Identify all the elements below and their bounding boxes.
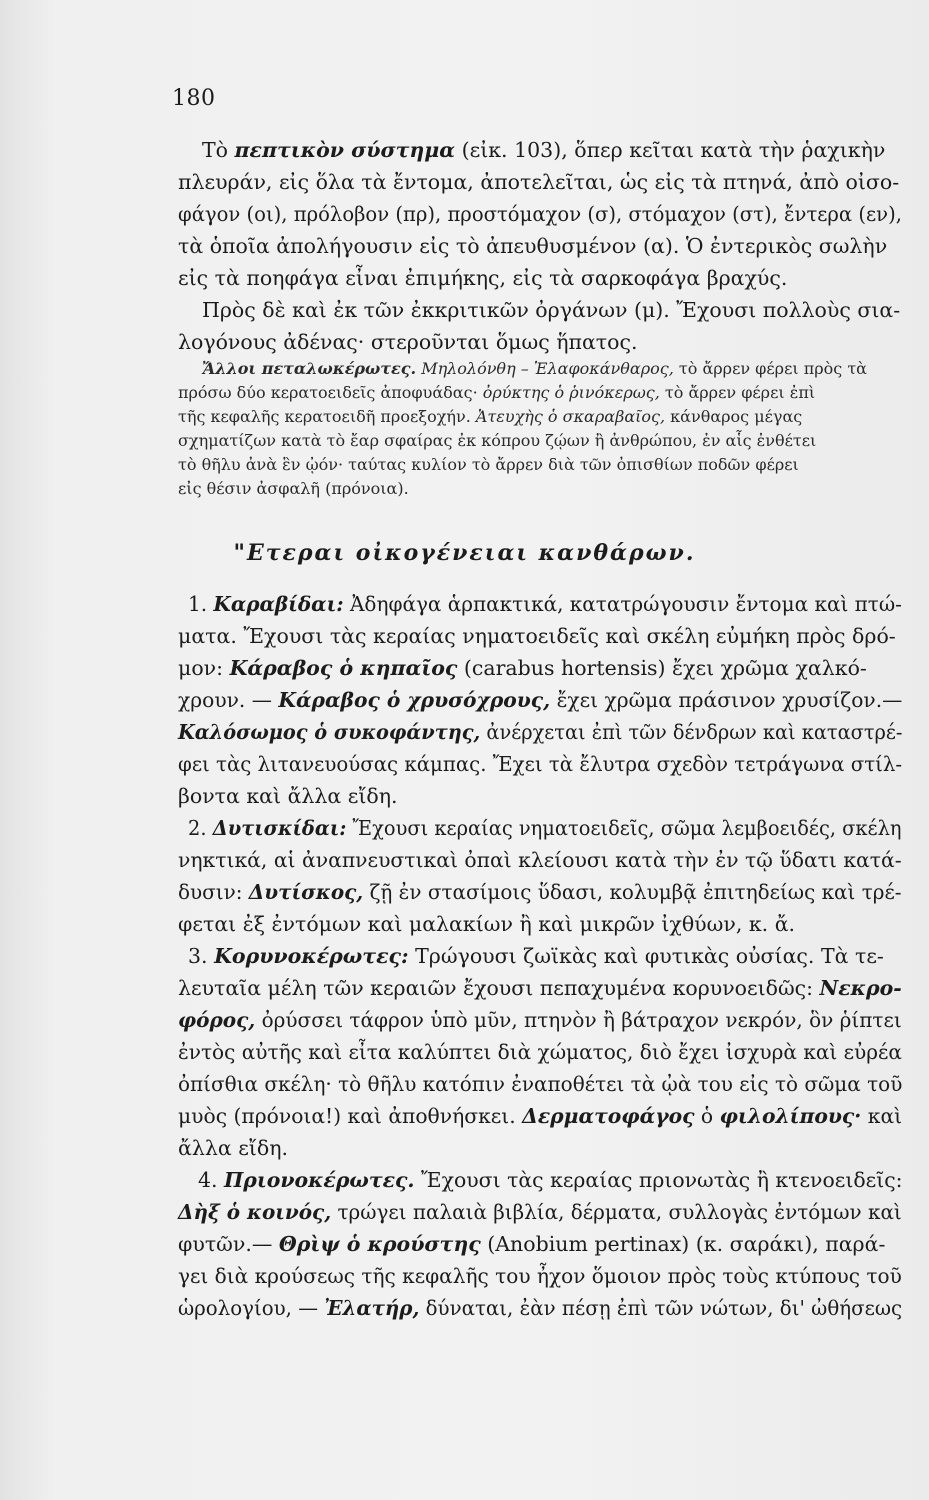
- text-line: [178, 1038, 902, 1066]
- text-line: [202, 296, 900, 324]
- text-run: ἄλλα εἴδη.: [178, 1136, 288, 1160]
- text-run: τὰ ὁποῖα ἀπολήγουσιν εἰς τὸ ἀπευθυσμένον (α). Ὁ ἐντερικὸς σωλὴν: [178, 234, 888, 258]
- emphasis-run: Δυτίσκος,: [248, 880, 364, 904]
- text-line: [178, 1102, 902, 1130]
- text-run: ὁ: [694, 1104, 720, 1128]
- emphasis-run: Νεκρο-: [819, 976, 902, 1000]
- text-run: χρουν. —: [178, 688, 279, 712]
- text-run: 1.: [188, 592, 214, 616]
- text-run: γει διὰ κρούσεως τῆς κεφαλῆς του ἦχον ὅμοιον πρὸς τοὺς κτύπους τοῦ: [178, 1264, 902, 1288]
- text-line: [178, 406, 802, 428]
- text-line: [202, 136, 885, 164]
- text-run: ὀπίσθια σκέλη· τὸ θῆλυ κατόπιν ἐναποθέτει τὰ ᾠὰ του εἰς τὸ σῶμα τοῦ: [178, 1072, 903, 1096]
- text-run: ζῇ ἐν στασίμοις ὕδασι, κολυμβᾷ ἐπιτηδείως καὶ τρέ-: [363, 880, 902, 904]
- text-line: [178, 1070, 902, 1098]
- text-line: [178, 782, 398, 810]
- text-run: 2.: [188, 816, 213, 840]
- text-line: [178, 200, 902, 228]
- emphasis-run: φόρος,: [178, 1008, 256, 1032]
- text-run: δυσιν:: [178, 880, 249, 904]
- text-run: (carabus hortensis) ἔχει χρῶμα χαλκό-: [457, 656, 867, 680]
- emphasis-run: Πριονοκέρωτες.: [223, 1168, 415, 1192]
- text-run: τῆς κεφαλῆς κερατοειδῆ προεξοχήν.: [178, 407, 476, 426]
- text-run: τρώγει παλαιὰ βιβλία, δέρματα, συλλογὰς ἐντόμων καὶ: [331, 1200, 902, 1224]
- text-line: [178, 1262, 902, 1290]
- text-line: [178, 430, 816, 452]
- text-line: [178, 910, 795, 938]
- emphasis-run: Κάραβος ὁ κηπαῖος: [229, 656, 458, 680]
- text-line: [178, 1006, 902, 1034]
- text-line: [178, 1198, 902, 1226]
- text-line: [202, 358, 867, 380]
- text-run: καὶ: [861, 1104, 903, 1128]
- text-run: νηκτικά, αἱ ἀναπνευστικαὶ ὀπαὶ κλείουσι κατὰ τὴν ἐν τῷ ὕδατι κατά-: [178, 848, 902, 872]
- text-run: 4.: [198, 1168, 224, 1192]
- text-run: σχηματίζων κατὰ τὸ ἔαρ σφαίρας ἐκ κόπρου ζῴων ἢ ἀνθρώπου, ἐν αἷς ἐνθέτει: [178, 431, 817, 450]
- text-run: τὸ ἄρρεν φέρει ἐπὶ: [659, 383, 816, 402]
- emphasis-run: ὀρύκτης ὁ ῥινόκερως,: [482, 383, 660, 402]
- text-line: [188, 590, 902, 618]
- text-run: ὡρολογίου, —: [178, 1296, 325, 1320]
- emphasis-run: Ἄλλοι πεταλωκέρωτες.: [202, 359, 417, 378]
- text-run: ἀνέρχεται ἐπὶ τῶν δένδρων καὶ καταστρέ-: [480, 720, 903, 744]
- text-line: [188, 814, 902, 842]
- text-line: [178, 718, 902, 746]
- text-run: (εἰκ. 103), ὅπερ κεῖται κατὰ τὴν ῥαχικὴν: [455, 138, 886, 162]
- text-line: [178, 264, 787, 292]
- text-line: [178, 168, 899, 196]
- text-run: ὀρύσσει τάφρον ὑπὸ μῦν, πτηνὸν ἢ βάτραχον νεκρόν, ὃν ῥίπτει: [255, 1008, 902, 1032]
- text-run: Τρώγουσι ζωϊκὰς καὶ φυτικὰς οὐσίας. Τὰ τε-: [408, 944, 884, 968]
- text-run: μον:: [178, 656, 230, 680]
- emphasis-run: Δὴξ ὁ κοινός,: [178, 1200, 332, 1224]
- text-run: πλευράν, εἰς ὅλα τὰ ἔντομα, ἀποτελεῖται, ὡς εἰς τὰ πτηνά, ἀπὸ οἰσο-: [178, 170, 900, 194]
- text-line: [178, 478, 409, 500]
- text-run: εἰς τὰ ποηφάγα εἶναι ἐπιμήκης, εἰς τὰ σαρκοφάγα βραχύς.: [178, 266, 788, 290]
- text-line: [178, 1134, 288, 1162]
- text-line: [178, 654, 867, 682]
- text-run: εἰς θέσιν ἀσφαλῆ (πρόνοια).: [178, 479, 409, 498]
- text-line: [178, 878, 902, 906]
- text-line: [198, 1166, 903, 1194]
- text-line: [178, 974, 902, 1002]
- emphasis-run: Ἐλατήρ,: [324, 1296, 420, 1320]
- text-run: Ἀδηφάγα ἁρπακτικά, κατατρώγουσιν ἔντομα καὶ πτώ-: [343, 592, 902, 616]
- text-run: πρόσω δύο κερατοειδεῖς ἀποφυάδας·: [178, 383, 483, 402]
- text-line: [178, 1230, 885, 1258]
- text-line: [178, 328, 638, 356]
- text-run: ματα. Ἔχουσι τὰς κεραίας νηματοειδεῖς καὶ σκέλη εὐμήκη πρὸς δρό-: [178, 624, 896, 648]
- emphasis-run: Μηλολόνθη – Ἐλαφοκάνθαρος,: [421, 359, 674, 378]
- emphasis-run: φιλολίπους·: [719, 1104, 862, 1128]
- text-line: [178, 622, 896, 650]
- text-run: ἐντὸς αὐτῆς καὶ εἶτα καλύπτει διὰ χώματος, διὸ ἔχει ἰσχυρὰ καὶ εὐρέα: [178, 1040, 902, 1064]
- emphasis-run: πεπτικὸν σύστημα: [234, 138, 456, 162]
- text-line: [178, 454, 799, 476]
- emphasis-run: Δυτισκίδαι:: [212, 816, 347, 840]
- text-run: (Anobium pertinax) (κ. σαράκι), παρά-: [480, 1232, 886, 1256]
- text-line: [178, 382, 815, 404]
- text-line: [178, 846, 902, 874]
- text-run: τὸ θῆλυ ἀνὰ ἓν ᾠόν· ταύτας κυλίον τὸ ἄρρεν διὰ τῶν ὀπισθίων ποδῶν φέρει: [178, 455, 799, 474]
- text-run: λογόνους ἀδένας· στεροῦνται ὅμως ἥπατος.: [178, 330, 638, 354]
- emphasis-run: Κορυνοκέρωτες:: [214, 944, 409, 968]
- page-number: 180: [172, 86, 216, 111]
- emphasis-run: Καραβίδαι:: [213, 592, 344, 616]
- text-run: Ἔχουσι τὰς κεραίας πριονωτὰς ἢ κτενοειδεῖς:: [414, 1168, 903, 1192]
- text-line: [178, 686, 902, 714]
- text-line: [178, 750, 902, 778]
- text-line: [178, 1294, 902, 1322]
- text-run: Τὸ: [202, 138, 235, 162]
- text-line: [178, 232, 887, 260]
- text-run: μυὸς (πρόνοια!) καὶ ἀποθνήσκει.: [178, 1104, 523, 1128]
- text-run: λευταῖα μέλη τῶν κεραιῶν ἔχουσι πεπαχυμένα κορυνοειδῶς:: [178, 976, 820, 1000]
- text-run: 3.: [188, 944, 215, 968]
- emphasis-run: Θρὶψ ὁ κρούστης: [278, 1232, 481, 1256]
- text-run: τὸ ἄρρεν φέρει πρὸς τὰ: [673, 359, 867, 378]
- emphasis-run: Καλόσωμος ὁ συκοφάντης,: [178, 720, 481, 744]
- text-run: Ἔχουσι κεραίας νηματοειδεῖς, σῶμα λεμβοειδές, σκέλη: [346, 816, 902, 840]
- emphasis-run: Κάραβος ὁ χρυσόχρους,: [278, 688, 551, 712]
- emphasis-run: Δερματοφάγος: [522, 1104, 695, 1128]
- text-run: φει τὰς λιτανευούσας κάμπας. Ἔχει τὰ ἔλυτρα σχεδὸν τετράγωνα στίλ-: [178, 752, 903, 776]
- text-run: Πρὸς δὲ καὶ ἐκ τῶν ἐκκριτικῶν ὀργάνων (μ). Ἔχουσι πολλοὺς σια-: [202, 298, 901, 322]
- emphasis-run: Ἀτευχὴς ὁ σκαραβαῖος,: [475, 407, 666, 426]
- text-run: κάνθαρος μέγας: [665, 407, 803, 426]
- text-run: βοντα καὶ ἄλλα εἴδη.: [178, 784, 398, 808]
- text-run: φάγον (οι), πρόλοβον (πρ), προστόμαχον (σ), στόμαχον (στ), ἔντερα (εν),: [178, 202, 902, 226]
- text-run: φυτῶν.—: [178, 1232, 279, 1256]
- text-run: δύναται, ἐὰν πέσῃ ἐπὶ τῶν νώτων, δι' ὠθήσεως: [419, 1296, 903, 1320]
- text-run: φεται ἐξ ἐντόμων καὶ μαλακίων ἢ καὶ μικρῶν ἰχθύων, κ. ἄ.: [178, 912, 796, 936]
- text-line: [188, 942, 884, 970]
- section-heading: "Ετεραι οἰκογένειαι κανθάρων.: [233, 540, 696, 566]
- text-run: ἔχει χρῶμα πράσινον χρυσίζον.—: [550, 688, 903, 712]
